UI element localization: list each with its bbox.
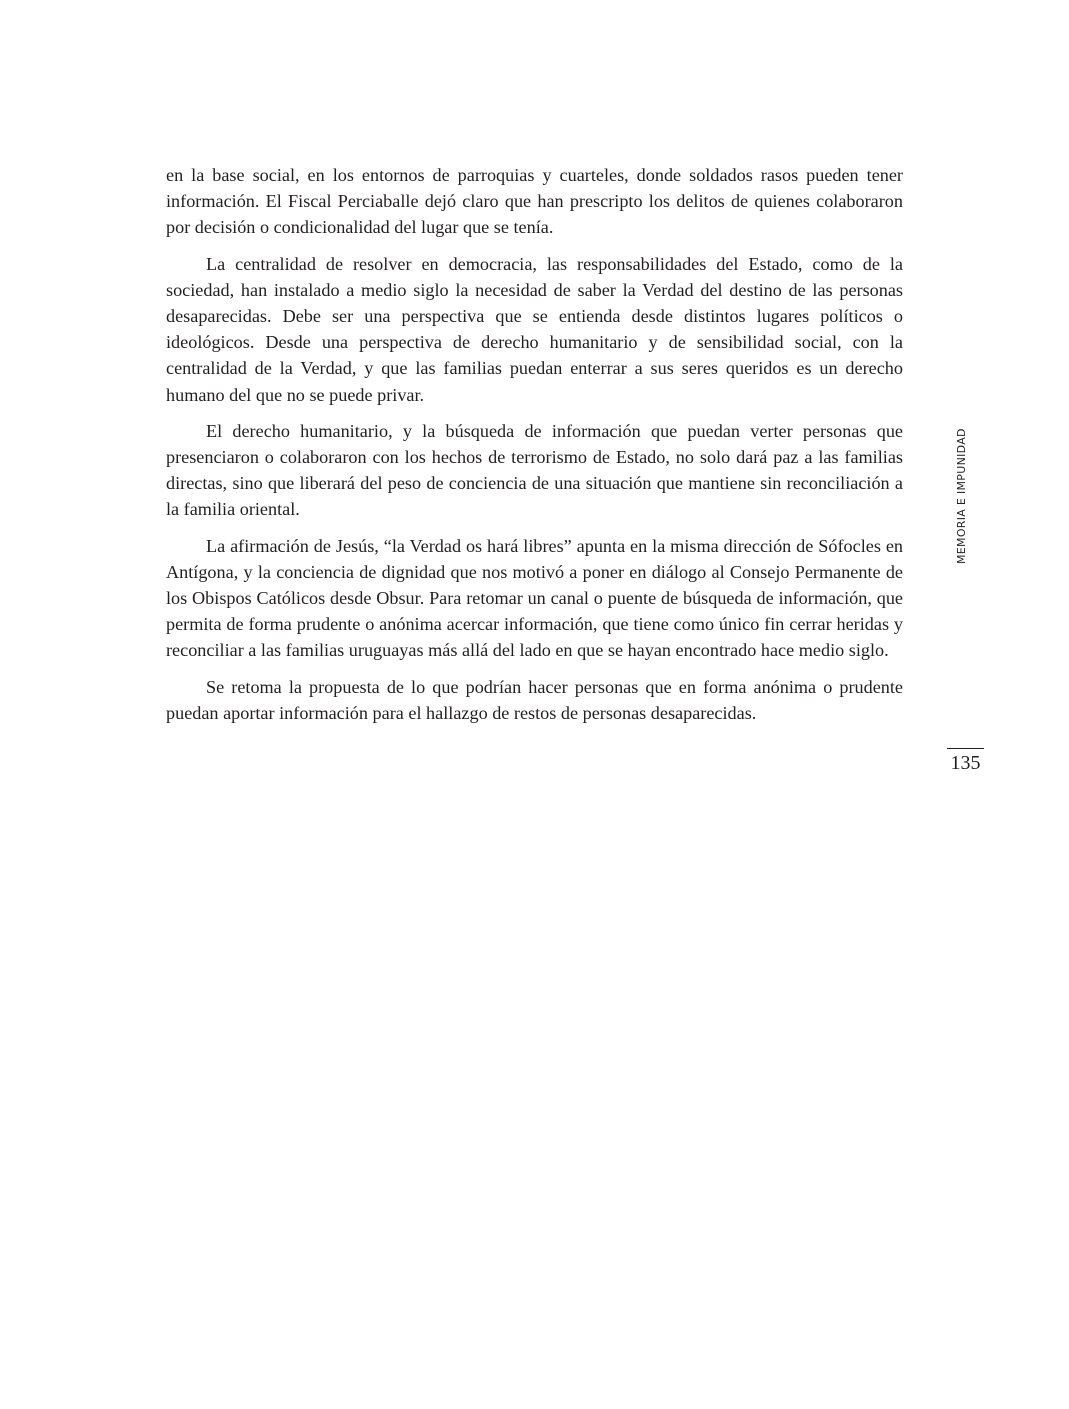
body-paragraph: El derecho humanitario, y la búsqueda de información que puedan verter personas que presenciaron o colaboraron con los hechos de terrorismo de Estado, no solo dará paz a las familias directas, sino que liberará del peso de conciencia de una situación que mantiene sin reconciliación a la familia oriental. [166,420,903,520]
page-number: 135 [950,752,981,774]
body-paragraph: Se retoma la propuesta de lo que podrían hacer personas que en forma anónima o prudente puedan aportar información para el hallazgo de restos de personas desaparecidas. [166,676,903,723]
page-body [166,162,903,736]
running-head: MEMORIA E IMPUNIDAD [955,428,968,564]
body-paragraph: La afirmación de Jesús, “la Verdad os hará libres” apunta en la misma dirección de Sófocles en Antígona, y la conciencia de dignidad que nos motivó a poner en diálogo al Consejo Permanente de los Obispos Católicos desde Obsur. Para retomar un canal o puente de búsqueda de información, que permita de forma prudente o anónima acercar información, que tiene como único fin cerrar heridas y reconciliar a las familias uruguayas más allá del lado en que se hayan encontrado hace medio siglo. [166,535,903,661]
page-number-rule [947,748,984,749]
body-paragraph: La centralidad de resolver en democracia, las responsabilidades del Estado, como de la sociedad, han instalado a medio siglo la necesidad de saber la Verdad del destino de las personas desaparecidas. Debe ser una perspectiva que se entienda desde distintos lugares políticos o ideológicos. Desde una perspectiva de derecho humanitario y de sensibilidad social, con la centralidad de la Verdad, y que las familias puedan enterrar a sus seres queridos es un derecho humano del que no se puede privar. [166,253,903,405]
body-paragraph: en la base social, en los entornos de parroquias y cuarteles, donde soldados rasos pueden tener información. El Fiscal Perciaballe dejó claro que han prescripto los delitos de quienes colaboraron por decisión o condicionalidad del lugar que se tenía. [166,165,903,238]
